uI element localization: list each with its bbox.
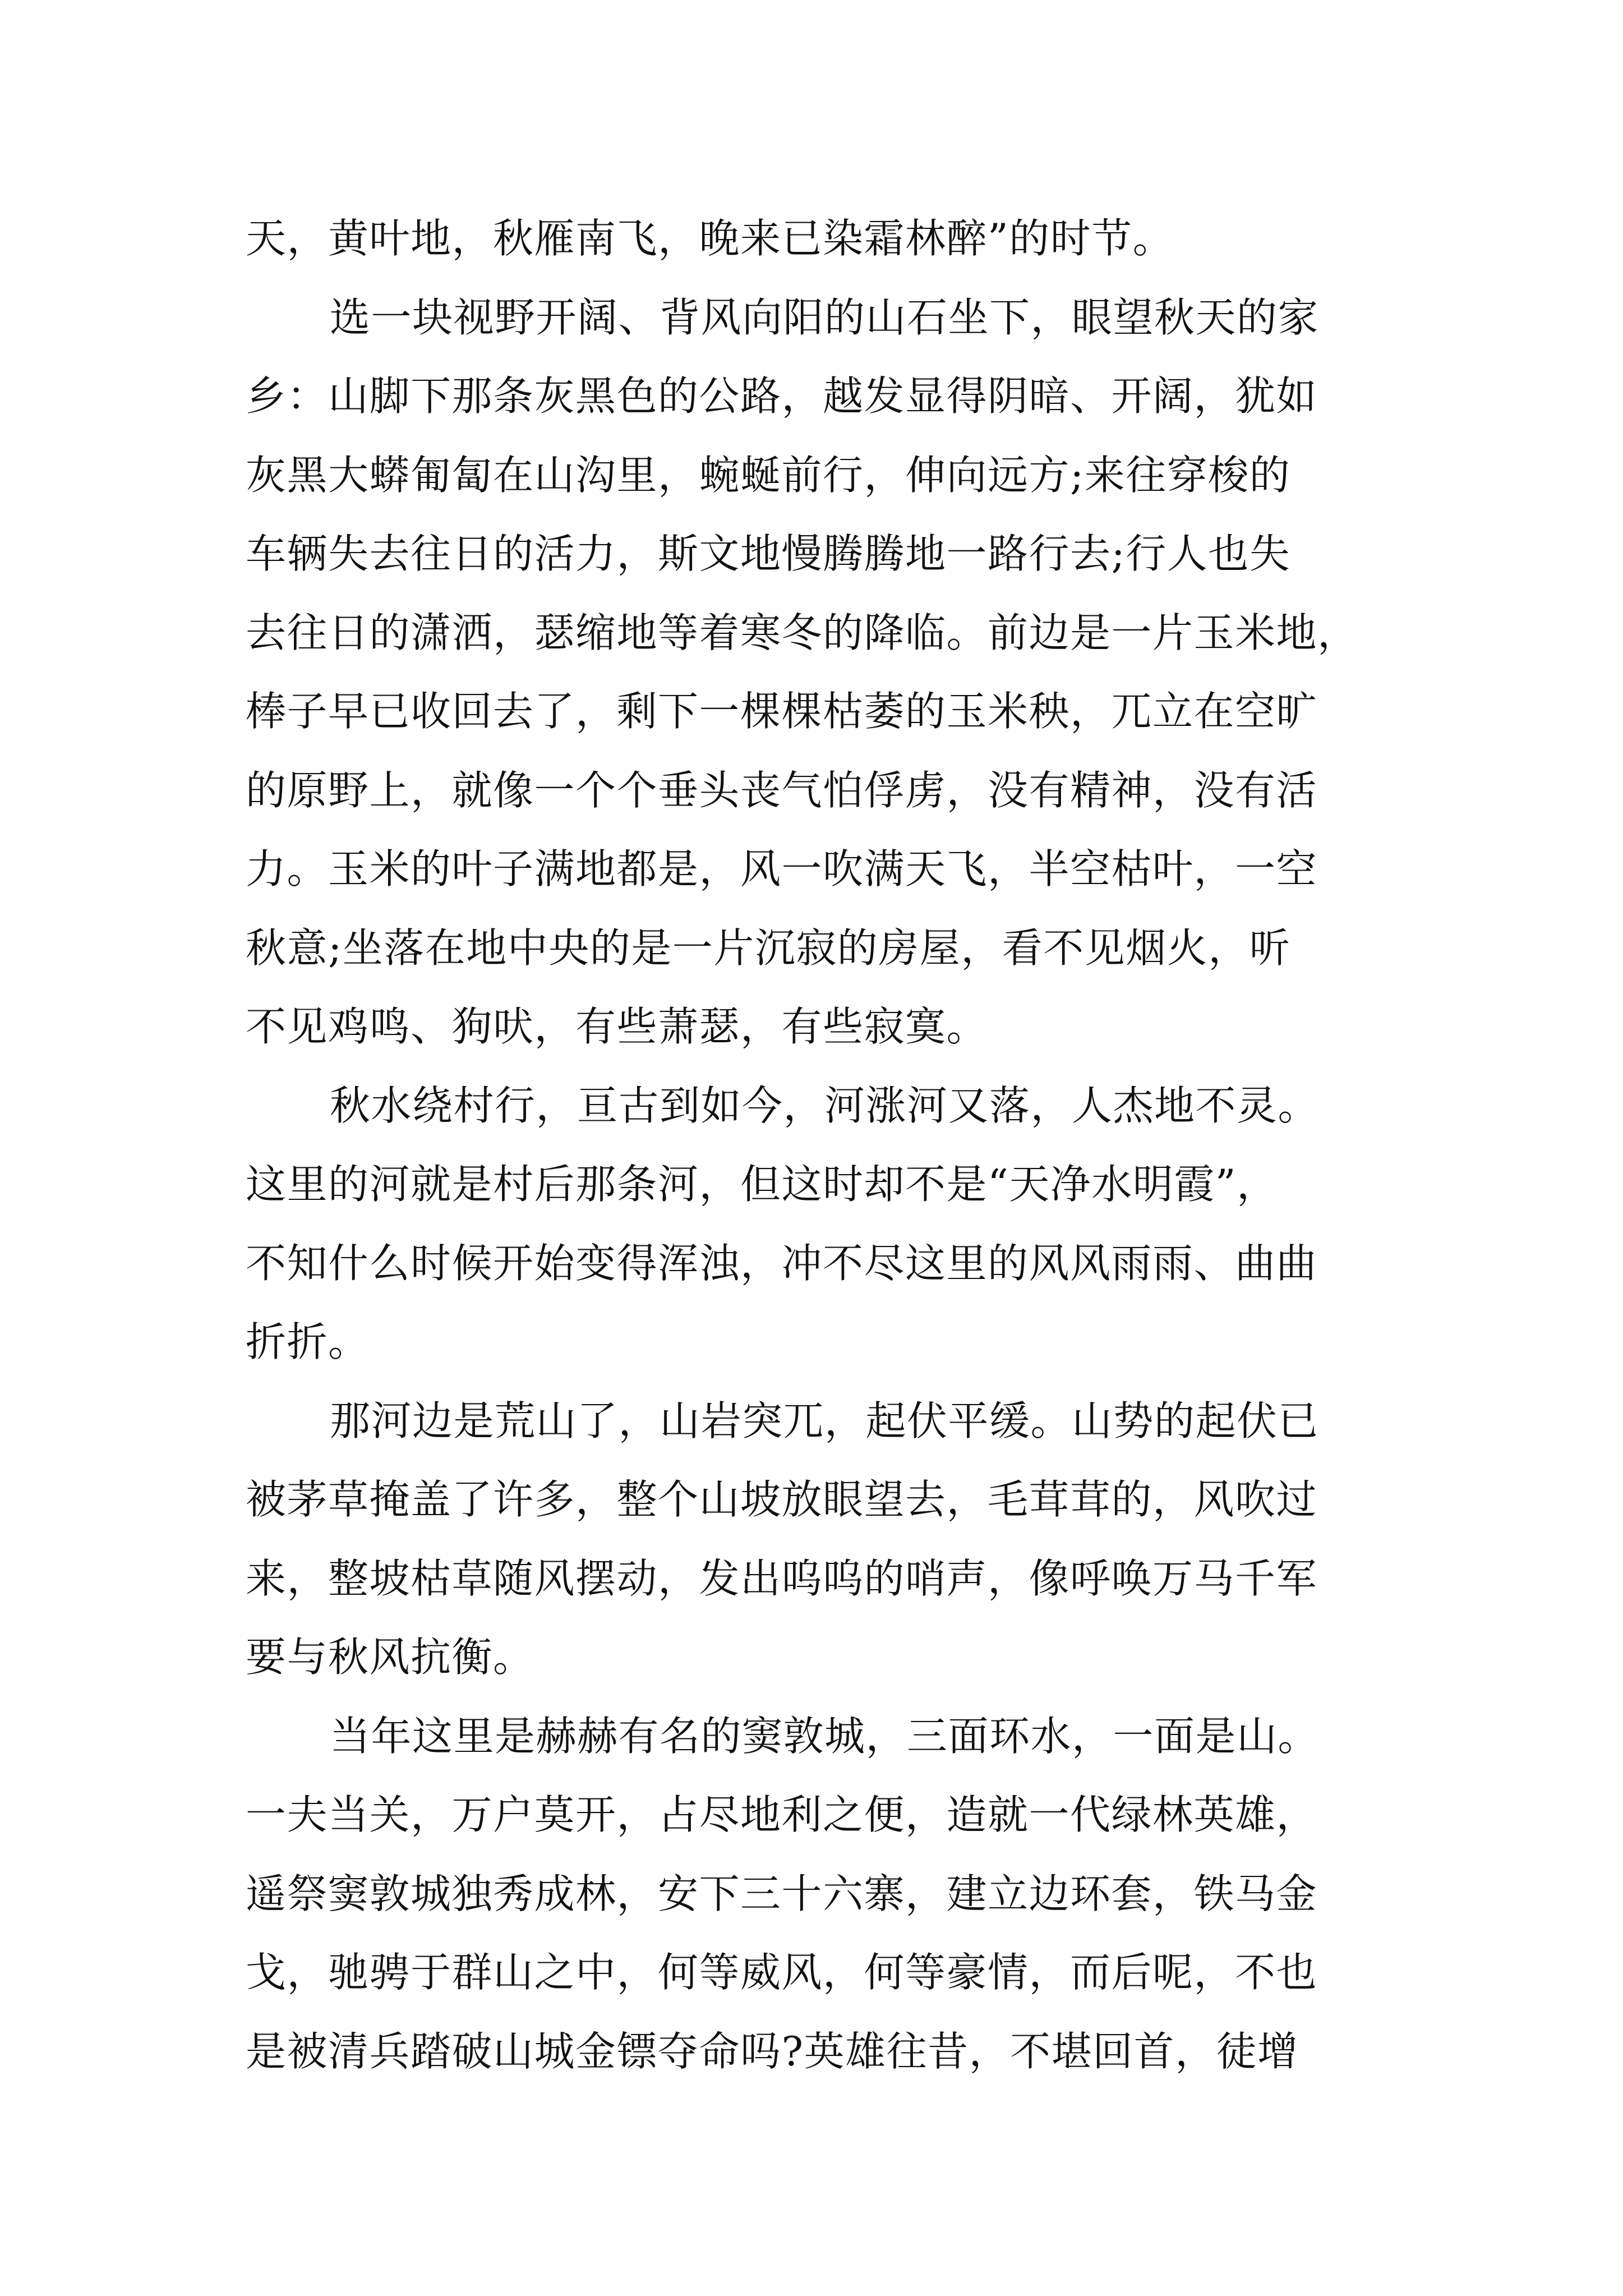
- paragraph-first-line: 当年这里是赫赫有名的窦敦城，三面环水，一面是山。: [330, 1712, 1320, 1760]
- text-line: 去往日的潇洒，瑟缩地等着寒冬的降临。前边是一片玉米地，: [246, 609, 1359, 656]
- text-line: 棒子早已收回去了，剩下一棵棵枯萎的玉米秧，兀立在空旷: [246, 688, 1318, 735]
- text-line: 灰黑大蟒匍匐在山沟里，蜿蜒前行，伸向远方;来往穿梭的: [246, 451, 1291, 499]
- text-line: 车辆失去往日的活力，斯文地慢腾腾地一路行去;行人也失: [246, 530, 1291, 577]
- text-line: 天，黄叶地，秋雁南飞，晚来已染霜林醉”的时节。: [246, 215, 1174, 262]
- text-line: 是被清兵踏破山城金镖夺命吗?英雄往昔，不堪回首，徒增: [246, 2027, 1299, 2075]
- text-line: 要与秋风抗衡。: [246, 1634, 534, 1681]
- text-line: 不见鸡鸣、狗吠，有些萧瑟，有些寂寞。: [246, 1003, 988, 1050]
- text-line: 遥祭窦敦城独秀成林，安下三十六寨，建立边环套，铁马金: [246, 1870, 1318, 1917]
- text-line: 被茅草掩盖了许多，整个山坡放眼望去，毛茸茸的，风吹过: [246, 1476, 1318, 1523]
- paragraph-first-line: 那河边是荒山了，山岩突兀，起伏平缓。山势的起伏已: [330, 1397, 1320, 1444]
- text-line: 一夫当关，万户莫开，占尽地利之便，造就一代绿林英雄，: [246, 1791, 1318, 1838]
- text-line: 这里的河就是村后那条河，但这时却不是“天净水明霞”，: [246, 1161, 1278, 1208]
- body-text: [246, 199, 1390, 2091]
- text-line: 来，整坡枯草随风摆动，发出呜呜的哨声，像呼唤万马千军: [246, 1554, 1318, 1602]
- text-line: 戈，驰骋于群山之中，何等威风，何等豪情，而后呢，不也: [246, 1949, 1318, 1996]
- text-line: 秋意;坐落在地中央的是一片沉寂的房屋，看不见烟火，听: [246, 924, 1291, 972]
- paragraph-first-line: 选一块视野开阔、背风向阳的山石坐下，眼望秋天的家: [330, 293, 1320, 341]
- text-line: 折折。: [246, 1318, 370, 1365]
- paragraph-first-line: 秋水绕村行，亘古到如今，河涨河又落，人杰地不灵。: [330, 1082, 1320, 1129]
- text-line: 力。玉米的叶子满地都是，风一吹满天飞，半空枯叶，一空: [246, 845, 1318, 892]
- text-line: 不知什么时候开始变得浑浊，冲不尽这里的风风雨雨、曲曲: [246, 1239, 1318, 1287]
- text-line: 乡：山脚下那条灰黑色的公路，越发显得阴暗、开阔，犹如: [246, 372, 1318, 420]
- text-line: 的原野上，就像一个个垂头丧气怕俘虏，没有精神，没有活: [246, 766, 1318, 814]
